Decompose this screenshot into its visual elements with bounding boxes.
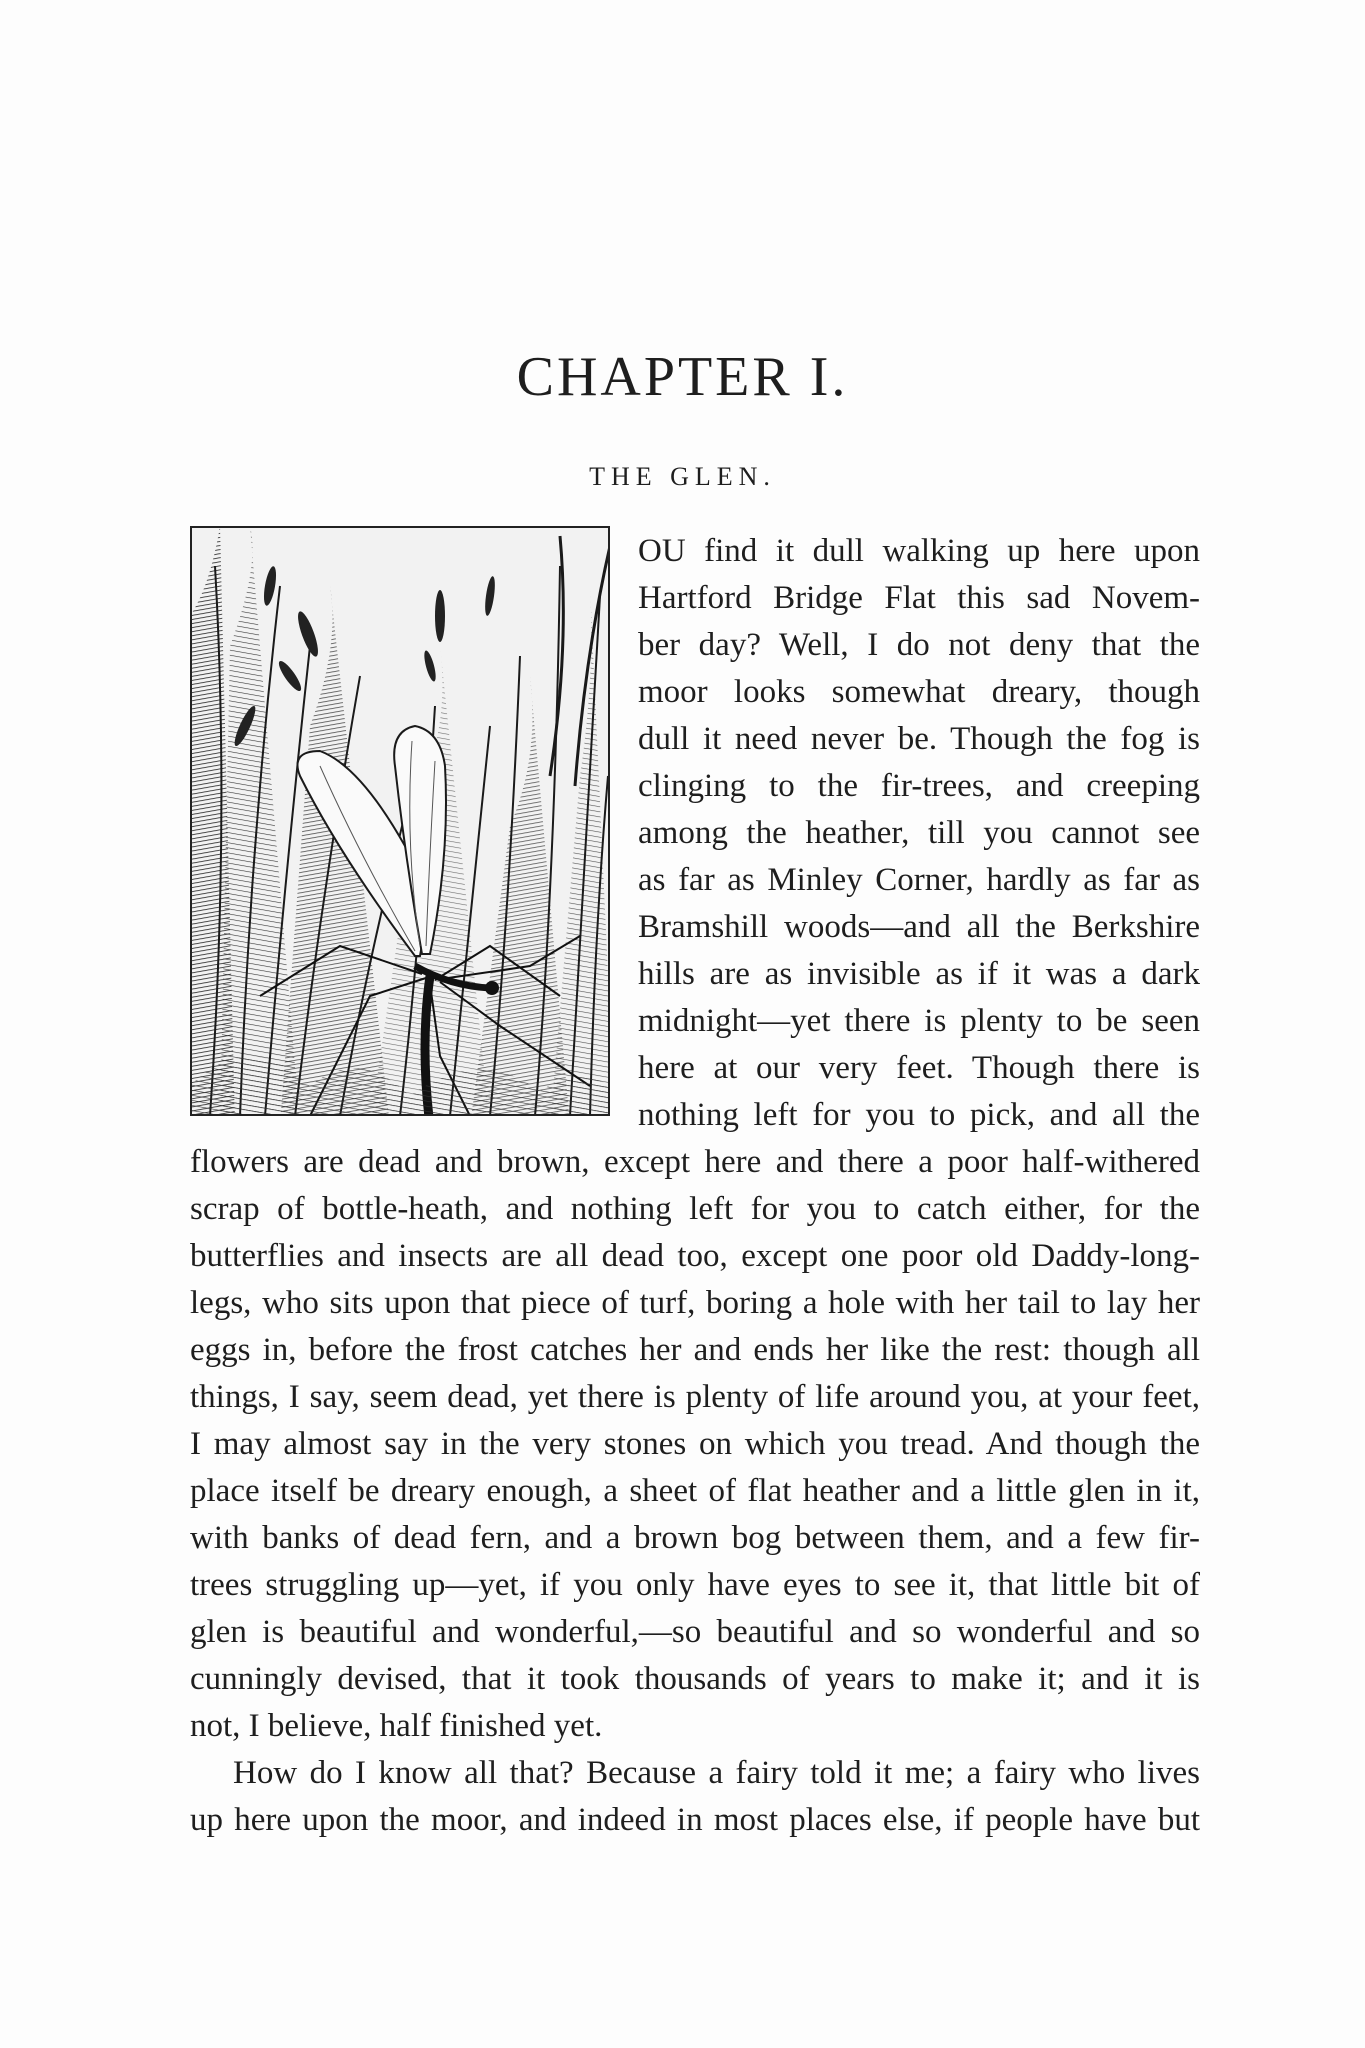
paragraph-line: things, I say, seem dead, yet there is plenty of life around you, at your feet, [190, 1379, 1200, 1415]
paragraph-line: legs, who sits upon that piece of turf, boring a hole with her tail to lay her [190, 1285, 1200, 1321]
paragraph-line: midnight—yet there is plenty to be seen [638, 1003, 1200, 1039]
paragraph-line: cunningly devised, that it took thousands of years to make it; and it is [190, 1661, 1200, 1697]
paragraph-line: with banks of dead fern, and a brown bog between them, and a few fir- [190, 1520, 1200, 1556]
paragraph-line: ber day? Well, I do not deny that the [638, 627, 1200, 663]
paragraph-line: butterflies and insects are all dead too, except one poor old Daddy-long- [190, 1238, 1200, 1274]
paragraph-line: among the heather, till you cannot see [638, 815, 1200, 851]
paragraph-line: eggs in, before the frost catches her and ends her like the rest: though all [190, 1332, 1200, 1368]
paragraph-line: hills are as invisible as if it was a dark [638, 956, 1200, 992]
paragraph-line: OU find it dull walking up here upon [638, 533, 1200, 569]
paragraph-line: here at our very feet. Though there is [638, 1050, 1200, 1086]
paragraph-line: up here upon the moor, and indeed in most places else, if people have but [190, 1802, 1200, 1838]
paragraph-line: glen is beautiful and wonderful,—so beautiful and so wonderful and so [190, 1614, 1200, 1650]
paragraph-line: clinging to the fir-trees, and creeping [638, 768, 1200, 804]
paragraph-line: How do I know all that? Because a fairy told it me; a fairy who lives [233, 1755, 1200, 1791]
paragraph-line: scrap of bottle-heath, and nothing left for you to catch either, for the [190, 1191, 1200, 1227]
paragraph-line: not, I believe, half finished yet. [190, 1708, 603, 1744]
paragraph-line: Bramshill woods—and all the Berkshire [638, 909, 1200, 945]
crane-fly-illustration [190, 526, 625, 1123]
daddy-long-legs-engraving [190, 526, 625, 1123]
paragraph-line: nothing left for you to pick, and all the [638, 1097, 1200, 1133]
section-title: THE GLEN. [589, 462, 776, 491]
paragraph-line: trees struggling up—yet, if you only have eyes to see it, that little bit of [190, 1567, 1200, 1603]
paragraph-line: dull it need never be. Though the fog is [638, 721, 1200, 757]
chapter-title: CHAPTER I. [516, 346, 849, 408]
paragraph-line: moor looks somewhat dreary, though [638, 674, 1200, 710]
paragraph-line: place itself be dreary enough, a sheet of flat heather and a little glen in it, [190, 1473, 1200, 1509]
paragraph-line: I may almost say in the very stones on which you tread. And though the [190, 1426, 1200, 1462]
paragraph-line: Hartford Bridge Flat this sad Novem- [638, 580, 1200, 616]
paragraph-line: as far as Minley Corner, hardly as far as [638, 862, 1200, 898]
paragraph-line: flowers are dead and brown, except here and there a poor half-withered [190, 1144, 1200, 1180]
